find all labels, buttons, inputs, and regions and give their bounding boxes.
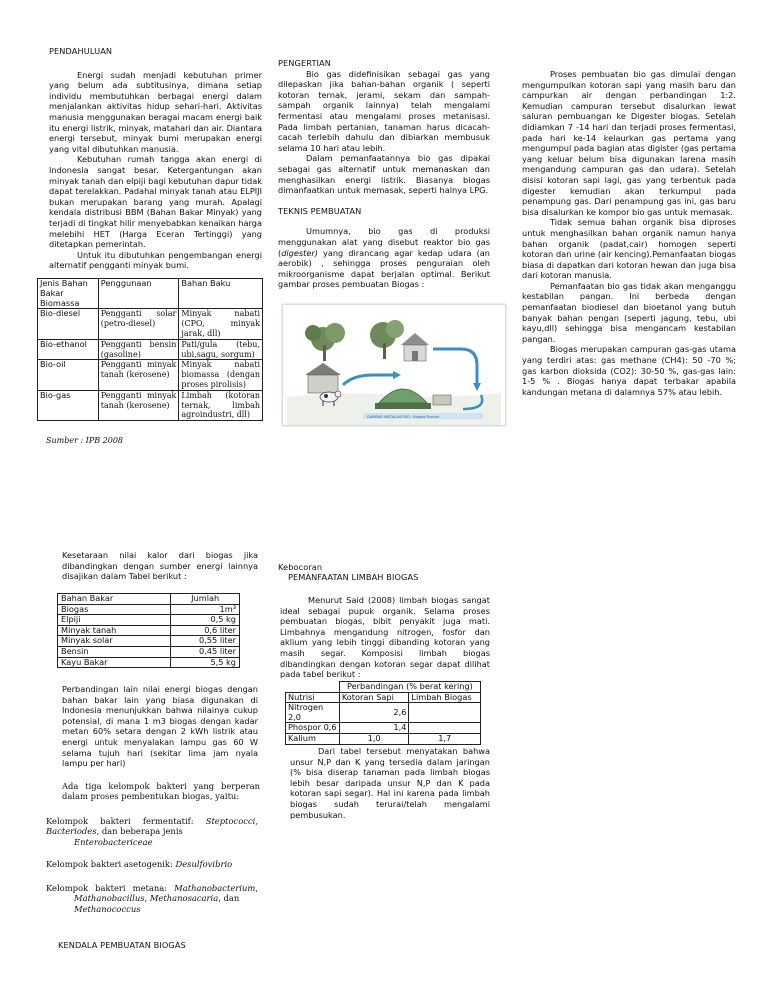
table-group-header-row [286, 682, 481, 693]
table-cell: Kalium [286, 733, 340, 744]
table-row [58, 636, 240, 647]
table-header-cell: Nutrisi [286, 692, 340, 703]
technique-text-b: yang dirancang agar kedap udara (an aerobik) , sehingga proses penguraian oleh mikroorganisme dapat berjalan optimal. Berikut gambar proses pembuatan Biogas : [278, 247, 490, 290]
heading-kendala: KENDALA PEMBUATAN BIOGAS [58, 940, 186, 950]
column-3 [522, 69, 736, 397]
nutrient-conclusion [290, 746, 490, 820]
bacteria-genus: Methanococcus [74, 903, 141, 914]
table-cell: Bio-gas [38, 390, 99, 420]
table-row [58, 604, 240, 615]
bacteria-connector: , dan [218, 893, 240, 904]
bacteria-genus: Mathanobacillus [74, 893, 145, 904]
table-header-row [58, 594, 240, 605]
table-row [286, 723, 481, 734]
table-row [58, 646, 240, 657]
bacteria-group-2-label: Kelompok bakteri asetogenik: [46, 859, 176, 869]
column-2 [278, 58, 490, 290]
table-header-row [286, 692, 481, 703]
table-cell: Minyak nabati (CPO, minyak jarak, dll) [179, 309, 263, 339]
food-stability-paragraph: Pemanfaatan bio gas tidak akan menganggu kestabilan pangan. Ini berbeda dengan pemanfaatan biodiesel dan bioetanol yang butuh banyak bahan pengan (seperti jagung, tebu, ubi kayu,dll) sehingga bisa mengancam kestabilan pangan. [522, 280, 736, 344]
organic-material-paragraph: Tidak semua bahan organik bisa diproses untuk menghasilkan bahan organik namun hanya bahan organik (padat,cair) homogen seperti kotoran dan urine (air kencing).Pemanfaatan biogas biasa di dapatkan dari kotoran hewan dan juga bisa dari kotoran manusia. [522, 217, 736, 281]
table-cell [409, 723, 481, 734]
biomass-fuel-table [37, 278, 263, 421]
column-1 [49, 46, 262, 271]
table-row [38, 309, 263, 339]
table-header-cell: Jenis Bahan Bakar Biomassa [38, 279, 99, 309]
table-cell: 0,6 liter [171, 625, 240, 636]
biogas-installation-figure [282, 304, 506, 426]
bacteria-separator: , [144, 893, 150, 904]
nutrient-conclusion-paragraph: Dari tabel tersebut menyatakan bahwa unsur N,P dan K yang tersedia dalam jaringan (% bisa diserap tanaman pada limbah biogas lebih besar daripada unsur N,P dan K pada kotoran sapi segar). Hal ini karena pada limbah biogas sudah terurai/telah mengalami pembusukan. [290, 746, 490, 820]
bacteria-group-1 [46, 816, 258, 847]
table-cell: 0,55 liter [171, 636, 240, 647]
table-cell: Minyak solar [58, 636, 171, 647]
table-cell: Kayu Bakar [58, 657, 171, 668]
heading-pengertian: PENGERTIAN [278, 58, 331, 68]
table-cell: Pengganti solar (petro-diesel) [98, 309, 179, 339]
table-cell: Pengganti minyak tanah (kerosene) [98, 360, 179, 390]
table-cell: Limbah (kotoran ternak, limbah agroindustri, dll) [179, 390, 263, 420]
table-cell: Elpiji [58, 615, 171, 626]
table-cell: Minyak nabati biomassa (dengan proses pirolisis) [179, 360, 263, 390]
table-cell: Bio-oil [38, 360, 99, 390]
bacteria-genus: Desulfovibrio [175, 859, 233, 869]
table-group-header: Perbandingan (% berat kering) [339, 682, 480, 693]
bacteria-genus: Methanosacaria [149, 893, 219, 904]
definition-paragraph: Bio gas didefinisikan sebagai gas yang dilepaskan jika bahan-bahan organik ( seperti kotoran ternak, jerami, sekam dan sampah-sampah organik lainnya) telah mengalami fermentasi atau mengalami proses metanisasi. Pada limbah pertanian, tanaman harus dicacah-cacah terlebih dahulu dan dibiarkan membusuk selama 10 hari atau lebih. [278, 68, 490, 153]
table-row [58, 615, 240, 626]
table-header-cell: Kotoran Sapi [339, 692, 409, 703]
heading-pemanfaatan-limbah: PEMANFAATAN LIMBAH BIOGAS [288, 572, 419, 582]
table-header-cell: Bahan Baku [179, 279, 263, 309]
technique-text-a: Umumnya, bio gas di produksi menggunakan alat yang disebut reaktor bio gas ( [278, 226, 490, 258]
column-1-lower [62, 550, 258, 582]
table-cell: Phospor 0,6 [286, 723, 340, 734]
bacteria-connector: , dan beberapa jenis [96, 826, 183, 837]
bacteria-intro: Ada tiga kelompok bakteri yang berperan dalam proses pembentukan biogas, yaitu: [62, 781, 260, 802]
table-cell: Pengganti minyak tanah (kerosene) [98, 390, 179, 420]
process-paragraph: Proses pembuatan bio gas dimulai dengan mengumpulkan kotoran sapi yang masih baru dan campurkan air dengan perbandingan 1:2. Kemudian campuran tersebut disalurkan lewat saluran pembuangan ke Digester biogas. Setelah didiamkan 7 -14 hari dan terjadi proses fermentasi, pada hari ke-14 kelaurkan gas pertama yang mengumpul pada bagian atas digister (gas pertama yang keluar belum bisa digunakan larena masih mengandung campuran gas dan udara). Setelah disisi kotoran sapi lagi, gas yang terbentuk pada digester kemudian akan terkumpul pada penampung gas. Dari penampung gas ini, gas baru bisa disalurkan ke kompor bio gas untuk memasak. [522, 69, 736, 217]
bacteria-group-1-label: Kelompok bakteri fermentatif: [46, 816, 206, 826]
table-cell: 0,5 kg [171, 615, 240, 626]
calorific-equivalence-table [57, 593, 240, 668]
table-cell: Biogas [58, 604, 171, 615]
table-cell: Minyak tanah [58, 625, 171, 636]
table-cell: 1,0 [339, 733, 409, 744]
table-row [38, 360, 263, 390]
biogas-diagram [283, 305, 505, 425]
table-cell: 1m³ [171, 604, 240, 615]
kebocoran-label: Kebocoran [278, 562, 323, 572]
table-cell: Bensin [58, 646, 171, 657]
table-header-cell: Bahan Bakar [58, 594, 171, 605]
bacteria-genus: Mathanobacterium [174, 883, 256, 893]
table-cell: 5,5 kg [171, 657, 240, 668]
bacteria-genus: Steptococci, Bacteriodes [46, 816, 258, 837]
table-row [58, 657, 240, 668]
intro-paragraph-2: Kebutuhan rumah tangga akan energi di Indonesia sangat besar. Ketergantungan akan minyak tanah dan elpiji bagi kebutuhan dapur tidak dapat terelakkan. Padahal minyak tanah atau ELPIJI bukan merupakan barang yang murah. Apalagi kendala distribusi BBM (Bahan Bakar Minyak) yang terjadi di tingkat hilir menyebabkan kenaikan harga melebihi HET (Harga Eceran Tertinggi) yang ditetapkan pemerintah. [49, 154, 262, 250]
bacteria-separator: , [255, 883, 258, 893]
nutrient-comparison-table [285, 681, 481, 745]
bacteria-group-3-label: Kelompok bakteri metana: [46, 883, 175, 893]
heading-pendahuluan: PENDAHULUAN [49, 46, 113, 56]
technique-paragraph [278, 226, 490, 290]
bacteria-group-2 [46, 859, 258, 869]
digester-term: digester) [281, 247, 318, 258]
table-header-cell: Limbah Biogas [409, 692, 481, 703]
table-row [286, 703, 481, 723]
calorific-intro: Kesetaraan nilai kalor dari biogas jika dibandingkan dengan sumber energi lainnya disajikan dalam Tabel berikut : [62, 550, 258, 582]
table-row [58, 625, 240, 636]
usage-paragraph: Dalam pemanfaatannya bio gas dipakai sebagai gas alternatif untuk memanaskan dan menghasilkan energi listrik. Biasanya biogas dimanfaatkan untuk memasak, seperti halnya LPG. [278, 153, 490, 196]
table-cell: Pati/gula (tebu, ubi,sagu, sorgum) [179, 339, 263, 360]
table-row [38, 339, 263, 360]
table-cell: 1,4 [339, 723, 409, 734]
bacteria-group-3 [46, 883, 258, 914]
waste-usage-section [280, 595, 490, 680]
bacteria-genus: Enterobactericeae [74, 836, 153, 847]
energy-comparison [62, 684, 258, 769]
table-cell: 2,6 [339, 703, 409, 723]
table-cell: Bio-diesel [38, 309, 99, 339]
table-cell: Nitrogen 2,0 [286, 703, 340, 723]
energy-comparison-paragraph: Perbandingan lain nilai energi biogas dengan bahan bakar lain yang biasa digunakan di Indonesia menunjukkan bahwa nilainya cukup potensial, di mana 1 m3 biogas dengan kadar metan 60% setara dengan 2 kWh listrik atau energi untuk menyalakan lampu gas 60 W selama tujuh hari (sekitar lima jam nyala lampu per hari) [62, 684, 258, 769]
table-row [38, 390, 263, 420]
table-source: Sumber : IPB 2008 [46, 436, 124, 445]
intro-paragraph-3: Untuk itu dibutuhkan pengembangan energi alternatif pengganti minyak bumi. [49, 249, 262, 271]
table-header-cell: Jumlah [171, 594, 240, 605]
table-row [286, 733, 481, 744]
table-header-cell: Penggunaan [98, 279, 179, 309]
figure-caption: GAMBAR INSTALASI BIO - Biogas Rumah [367, 415, 440, 419]
intro-paragraph-1: Energi sudah menjadi kebutuhan primer yang belum ada subtitusinya, dimana setiap individu membutuhkan berbagai energi dalam menjalankan aktivitas hidup sehari-hari. Aktivitas manusia menggunakan beragai macam energi baik itu energi listrik, minyak, matahari dan air. Diantara energi tersebut, minyak bumi merupakan energi yang vital dibutuhkan manusia. [49, 69, 262, 154]
table-cell: 0,45 liter [171, 646, 240, 657]
table-cell [409, 703, 481, 723]
table-header-row [38, 279, 263, 309]
table-cell: Bio-ethanol [38, 339, 99, 360]
composition-paragraph: Biogas merupakan campuran gas-gas utama yang terdiri atas: gas methane (CH4): 50 -70 %; gas karbon dioksida (CO2): 30-50 %, gas-gas lain: 1-5 % . Biogas hanya dapat terbakar apabila kandungan metana di dalamnya 57% atau lebih. [522, 344, 736, 397]
waste-usage-paragraph: Menurut Said (2008) limbah biogas sangat ideal sebagai pupuk organik. Selama proses pembuatan biogas, bibit penyakit juga mati. Limbahnya mengandung nitrogen, fosfor dan aklium yang lebih tinggi dibanding kotoran yang masih segar. Komposisi limbah biogas dibandingkan dengan kotoran segar dapat dilihat pada tabel berikut : [280, 595, 490, 680]
table-cell: 1,7 [409, 733, 481, 744]
heading-teknis-pembuatan: TEKNIS PEMBUATAN [278, 205, 362, 216]
table-cell: Pengganti bensin (gasoline) [98, 339, 179, 360]
